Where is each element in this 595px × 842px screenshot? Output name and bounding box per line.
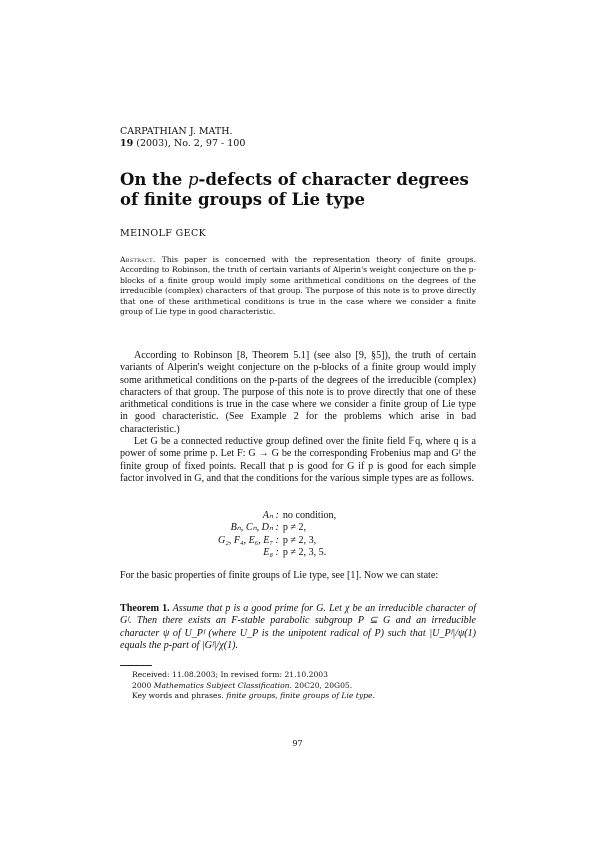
author-name: MEINOLF GECK <box>120 228 207 239</box>
msc-year: 2000 <box>132 680 152 690</box>
footnotes <box>132 670 482 702</box>
received-dates: Received: 11.08.2003; In revised form: 21.10.2003 <box>132 670 328 679</box>
title-part1: On the <box>120 170 183 189</box>
good-prime-conditions-table <box>218 510 336 560</box>
condition-value: no condition, <box>282 510 337 521</box>
msc-classification <box>132 681 482 692</box>
condition-row <box>218 510 336 522</box>
keywords <box>132 691 482 702</box>
keywords-label: Key words and phrases. <box>132 691 224 701</box>
msc-codes: 20C20, 20G05. <box>294 680 353 690</box>
keywords-list: finite groups, finite groups of Lie type. <box>226 691 375 701</box>
condition-value: p ≠ 2, <box>282 522 307 534</box>
footnote-divider <box>120 665 152 666</box>
journal-pages: 97 - 100 <box>205 138 246 149</box>
condition-type: G₂, F₄, E₆, E₇ : <box>218 534 279 546</box>
condition-type: Aₙ : <box>262 510 279 521</box>
condition-row <box>218 522 336 534</box>
journal-volume: 19 <box>120 138 134 149</box>
condition-row <box>218 547 336 559</box>
condition-value: p ≠ 2, 3, <box>282 534 317 546</box>
journal-name: CARPATHIAN J. MATH. <box>120 126 233 137</box>
journal-issue <box>120 138 245 150</box>
title-part2: -defects of character degrees of finite groups of Lie type <box>120 170 469 209</box>
condition-row <box>218 535 336 547</box>
journal-issue-info: (2003), No. 2, <box>136 138 203 149</box>
paper-title <box>120 170 490 210</box>
condition-value: p ≠ 2, 3, 5. <box>282 547 327 559</box>
intro-paragraph-1: According to Robinson [8, Theorem 5.1] (see also [9, §5]), the truth of certain variants of Alperin's weight conjecture on the p-blocks of a finite group would imply some arithmetical conditions on the p-parts of the degrees of the irreducible (complex) characters of that group. The purpose of this note is to prove directly that one of these arithmetical conditions is true in the case where we consider a finite group of Lie type in good characteristic. (See Example 2 for the problems which arise in bad characteristic.) <box>120 350 476 435</box>
abstract <box>120 255 476 317</box>
title-math-p: p <box>187 170 199 189</box>
journal-header <box>120 126 245 150</box>
page-number: 97 <box>292 739 303 748</box>
abstract-text: This paper is concerned with the representation theory of finite groups. According to Robinson, the truth of certain variants of Alperin's weight conjecture on the p-blocks of a finite group would imply some arithmetical conditions on the degrees of the irreducible (complex) characters of that group. The purpose of this note is to prove directly that one of these arithmetical conditions is true in the case where we consider a finite group of Lie type in good characteristic. <box>120 255 476 317</box>
intro-paragraph-3: For the basic properties of finite groups of Lie type, see [1]. Now we can state: <box>120 570 439 581</box>
theorem-1 <box>120 603 476 652</box>
msc-label: Mathematics Subject Classification. <box>153 680 292 690</box>
condition-type: Bₙ, Cₙ, Dₙ : <box>230 522 279 534</box>
abstract-heading: Abstract. <box>120 255 156 264</box>
condition-type: E₈ : <box>263 547 279 559</box>
theorem-text: Assume that p is a good prime for G. Let χ be an irreducible character of Gᶠ. Then there exists an F-stable parabolic subgroup P ⊆ G and an irreducible character ψ of U_Pᶠ (where U_P is the unipotent radical of P) such that |U_Pᶠ|/ψ(1) equals the p-part of |Gᶠ|/χ(1). <box>120 603 477 651</box>
theorem-heading: Theorem 1. <box>120 603 170 614</box>
intro-paragraph-2: Let G be a connected reductive group defined over the finite field 𝔽q, where q is a power of some prime p. Let F: G → G be the corresponding Frobenius map and Gᶠ the finite group of fixed points. Recall that p is good for G if p is good for each simple factor involved in G, and that the conditions for the various simple types are as follows. <box>120 436 476 484</box>
